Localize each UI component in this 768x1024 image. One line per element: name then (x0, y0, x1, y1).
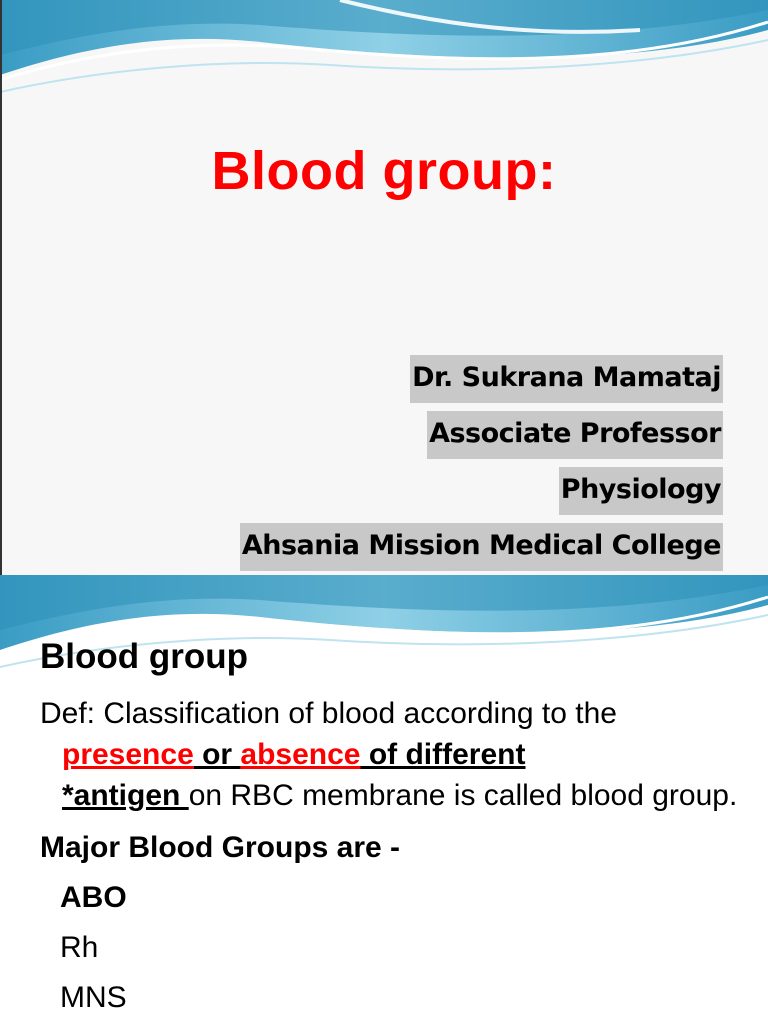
wave-header-decoration (0, 0, 768, 110)
absence-term: absence (240, 738, 361, 771)
section-heading: Blood group (40, 637, 249, 676)
definition-prefix: Def: Classification of blood according to the (40, 697, 617, 730)
left-border (0, 0, 2, 575)
group-item-mns: MNS (60, 981, 127, 1014)
major-groups-label: Major Blood Groups are - (40, 831, 401, 864)
author-info (240, 355, 723, 575)
definition-text (40, 693, 740, 816)
definition-rest: on RBC membrane is called blood group. (188, 779, 738, 812)
presence-term: presence (62, 738, 194, 771)
of-different-term: of different (360, 738, 526, 771)
author-department: Physiology (559, 467, 723, 515)
author-institution: Ahsania Mission Medical College (240, 523, 723, 571)
or-term: or (193, 738, 241, 771)
antigen-term: *antigen (62, 779, 189, 812)
group-item-abo: ABO (60, 881, 127, 914)
author-name: Dr. Sukrana Mamataj (410, 355, 723, 403)
slide-content (40, 635, 740, 1018)
group-item-rh: Rh (60, 931, 99, 964)
content-slide (0, 575, 768, 1024)
author-position: Associate Professor (427, 411, 723, 459)
slide-title: Blood group: (211, 141, 557, 201)
